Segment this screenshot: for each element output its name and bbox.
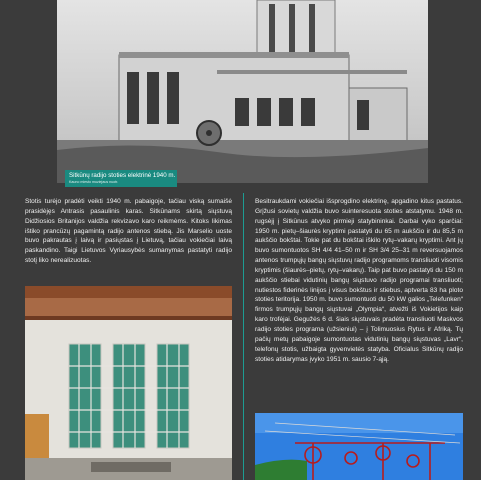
power-station-photo [57, 0, 428, 183]
left-column-text: Stotis turėjo pradėti veikti 1940 m. pabaigoje, tačiau viską sumaišė prasidėjęs Antrasis pasaulinis karas. Sitkūnams skirtą siųstuvą Didžiosios Britanijos valdžia rekvizavo karo reikmėms. Kitoks likimas ištiko prancūzų pagamintą radijo antenos stiebą. Jis Marselio uoste buvo pakrautas į laivą ir pasiųstas į Lietuvą, tačiau vokiečiai laivą paskandino. Taigi Lietuvos Vyriausybės sumanymas pastatyti radijo stotį liko nerealizuotas. [25, 198, 232, 265]
caption-title: Sitkūnų radijo stoties elektrinė 1940 m. [69, 172, 176, 179]
photo-caption [65, 170, 177, 187]
transmitter-hall-photo [25, 286, 232, 480]
antenna-towers-photo [255, 413, 463, 480]
column-divider [243, 193, 244, 480]
caption-credit: Kauno miesto muziejaus nuotr. [69, 180, 119, 184]
right-column-text: Besitraukdami vokiečiai išsprogdino elektrinę, apgadino kitus pastatus. Grįžusi sovietų valdžia buvo suinteresuota stoties atstatymu. 1948 m. rugsėjį į Sitkūnus atvyko pirmieji statybininkai. Darbai vyko sparčiai: 1950 m. pietų–šiaurės kryptimi pastatyti du 65 m aukščio ir du 85,5 m aukščio bokštai. Tokie pat du bokštai iškilo rytų–vakarų kryptimi. Ant jų buvo sumontuotos SH 4/4 41–50 m ir SH 3/4 25–31 m reversuojamos antenos trumpųjų bangų siųstuvų radijo programoms transliuoti visomis kryptimis (šiaurės–pietų, rytų–vakarų). Taip pat buvo pastatyti du 150 m aukščio stiebai vidutinių bangų siųstuvo radijo programai transliuoti; nutiestos fiderinės linijos į visus bokštus ir stiebus, aptverta 83 ha ploto stoties teritorija. 1950 m. buvo sumontuoti du 50 kW galios „Telefunken“ firmos trumpųjų bangų siųstuvai „Olympia“, atvežti iš Vokietijos kaip karo trofėjai. Gegužės 6 d. šiais siųstuvais pradėta transliuoti Maskvos radijo stoties programa (užsieniui) – į Tolimuosius Rytus ir Afriką. Tų pačių metų pabaigoje sumontuotas vidutinių bangų siųstuvas „Lavr“, telefonų stotis, užbaigta gyvenvietės statyba. Oficialus Sitkūnų radijo stoties atidarymas įvyko 1951 m. sausio 7-ąją. [255, 198, 463, 363]
